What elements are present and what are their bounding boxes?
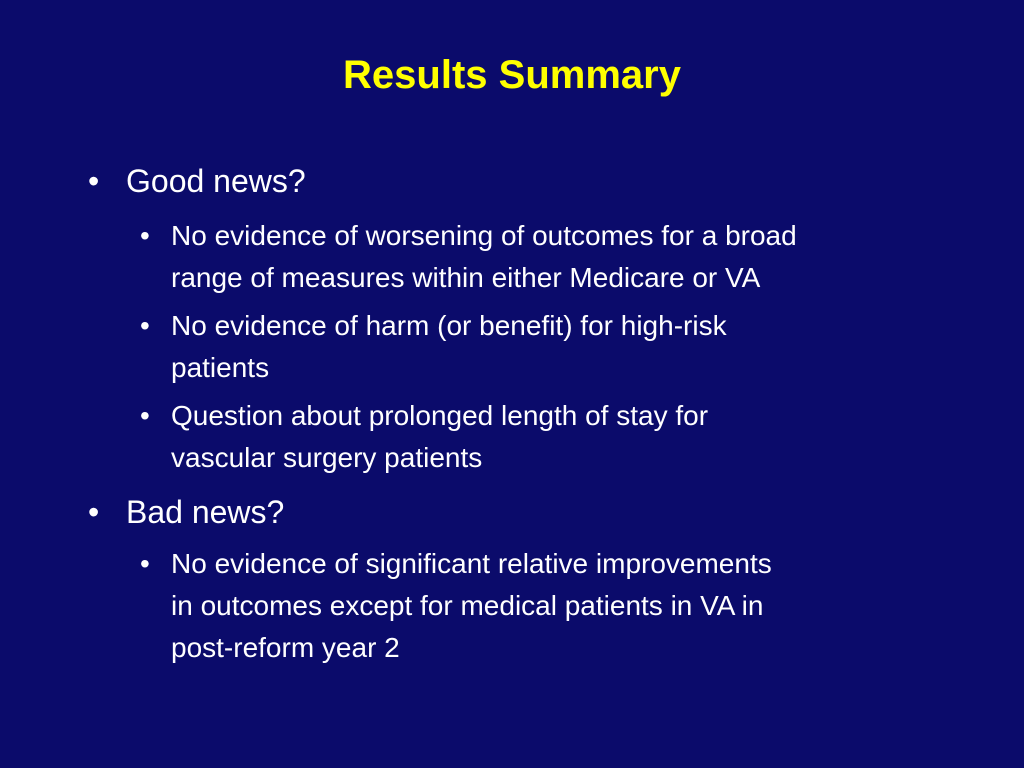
bullet-icon: • xyxy=(88,163,100,199)
sub-bullet-line: Question about prolonged length of stay for xyxy=(171,400,709,431)
sub-bullet-line: vascular surgery patients xyxy=(171,442,483,473)
slide-title: Results Summary xyxy=(343,53,681,97)
sub-bullet-line: range of measures within either Medicare or VA xyxy=(171,262,761,293)
sub-bullet-line: post-reform year 2 xyxy=(171,632,400,663)
sub-bullet-line: No evidence of worsening of outcomes for a broad xyxy=(171,220,797,251)
sub-bullet-line: patients xyxy=(171,352,270,383)
sub-bullet-line: No evidence of significant relative improvements xyxy=(171,548,772,579)
sub-bullet-worsening xyxy=(171,215,951,299)
bullet-good-news: Good news? xyxy=(126,163,306,199)
sub-bullet-icon: • xyxy=(140,548,150,579)
bullet-bad-news: Bad news? xyxy=(126,494,285,530)
sub-bullet-line: in outcomes except for medical patients in VA in xyxy=(171,590,764,621)
sub-bullet-line: No evidence of harm (or benefit) for high-risk xyxy=(171,310,727,341)
sub-bullet-length-of-stay xyxy=(171,395,951,479)
sub-bullet-icon: • xyxy=(140,400,150,431)
sub-bullet-improvements xyxy=(171,543,951,669)
sub-bullet-icon: • xyxy=(140,310,150,341)
bullet-icon: • xyxy=(88,494,100,530)
sub-bullet-icon: • xyxy=(140,220,150,251)
sub-bullet-harm xyxy=(171,305,951,389)
